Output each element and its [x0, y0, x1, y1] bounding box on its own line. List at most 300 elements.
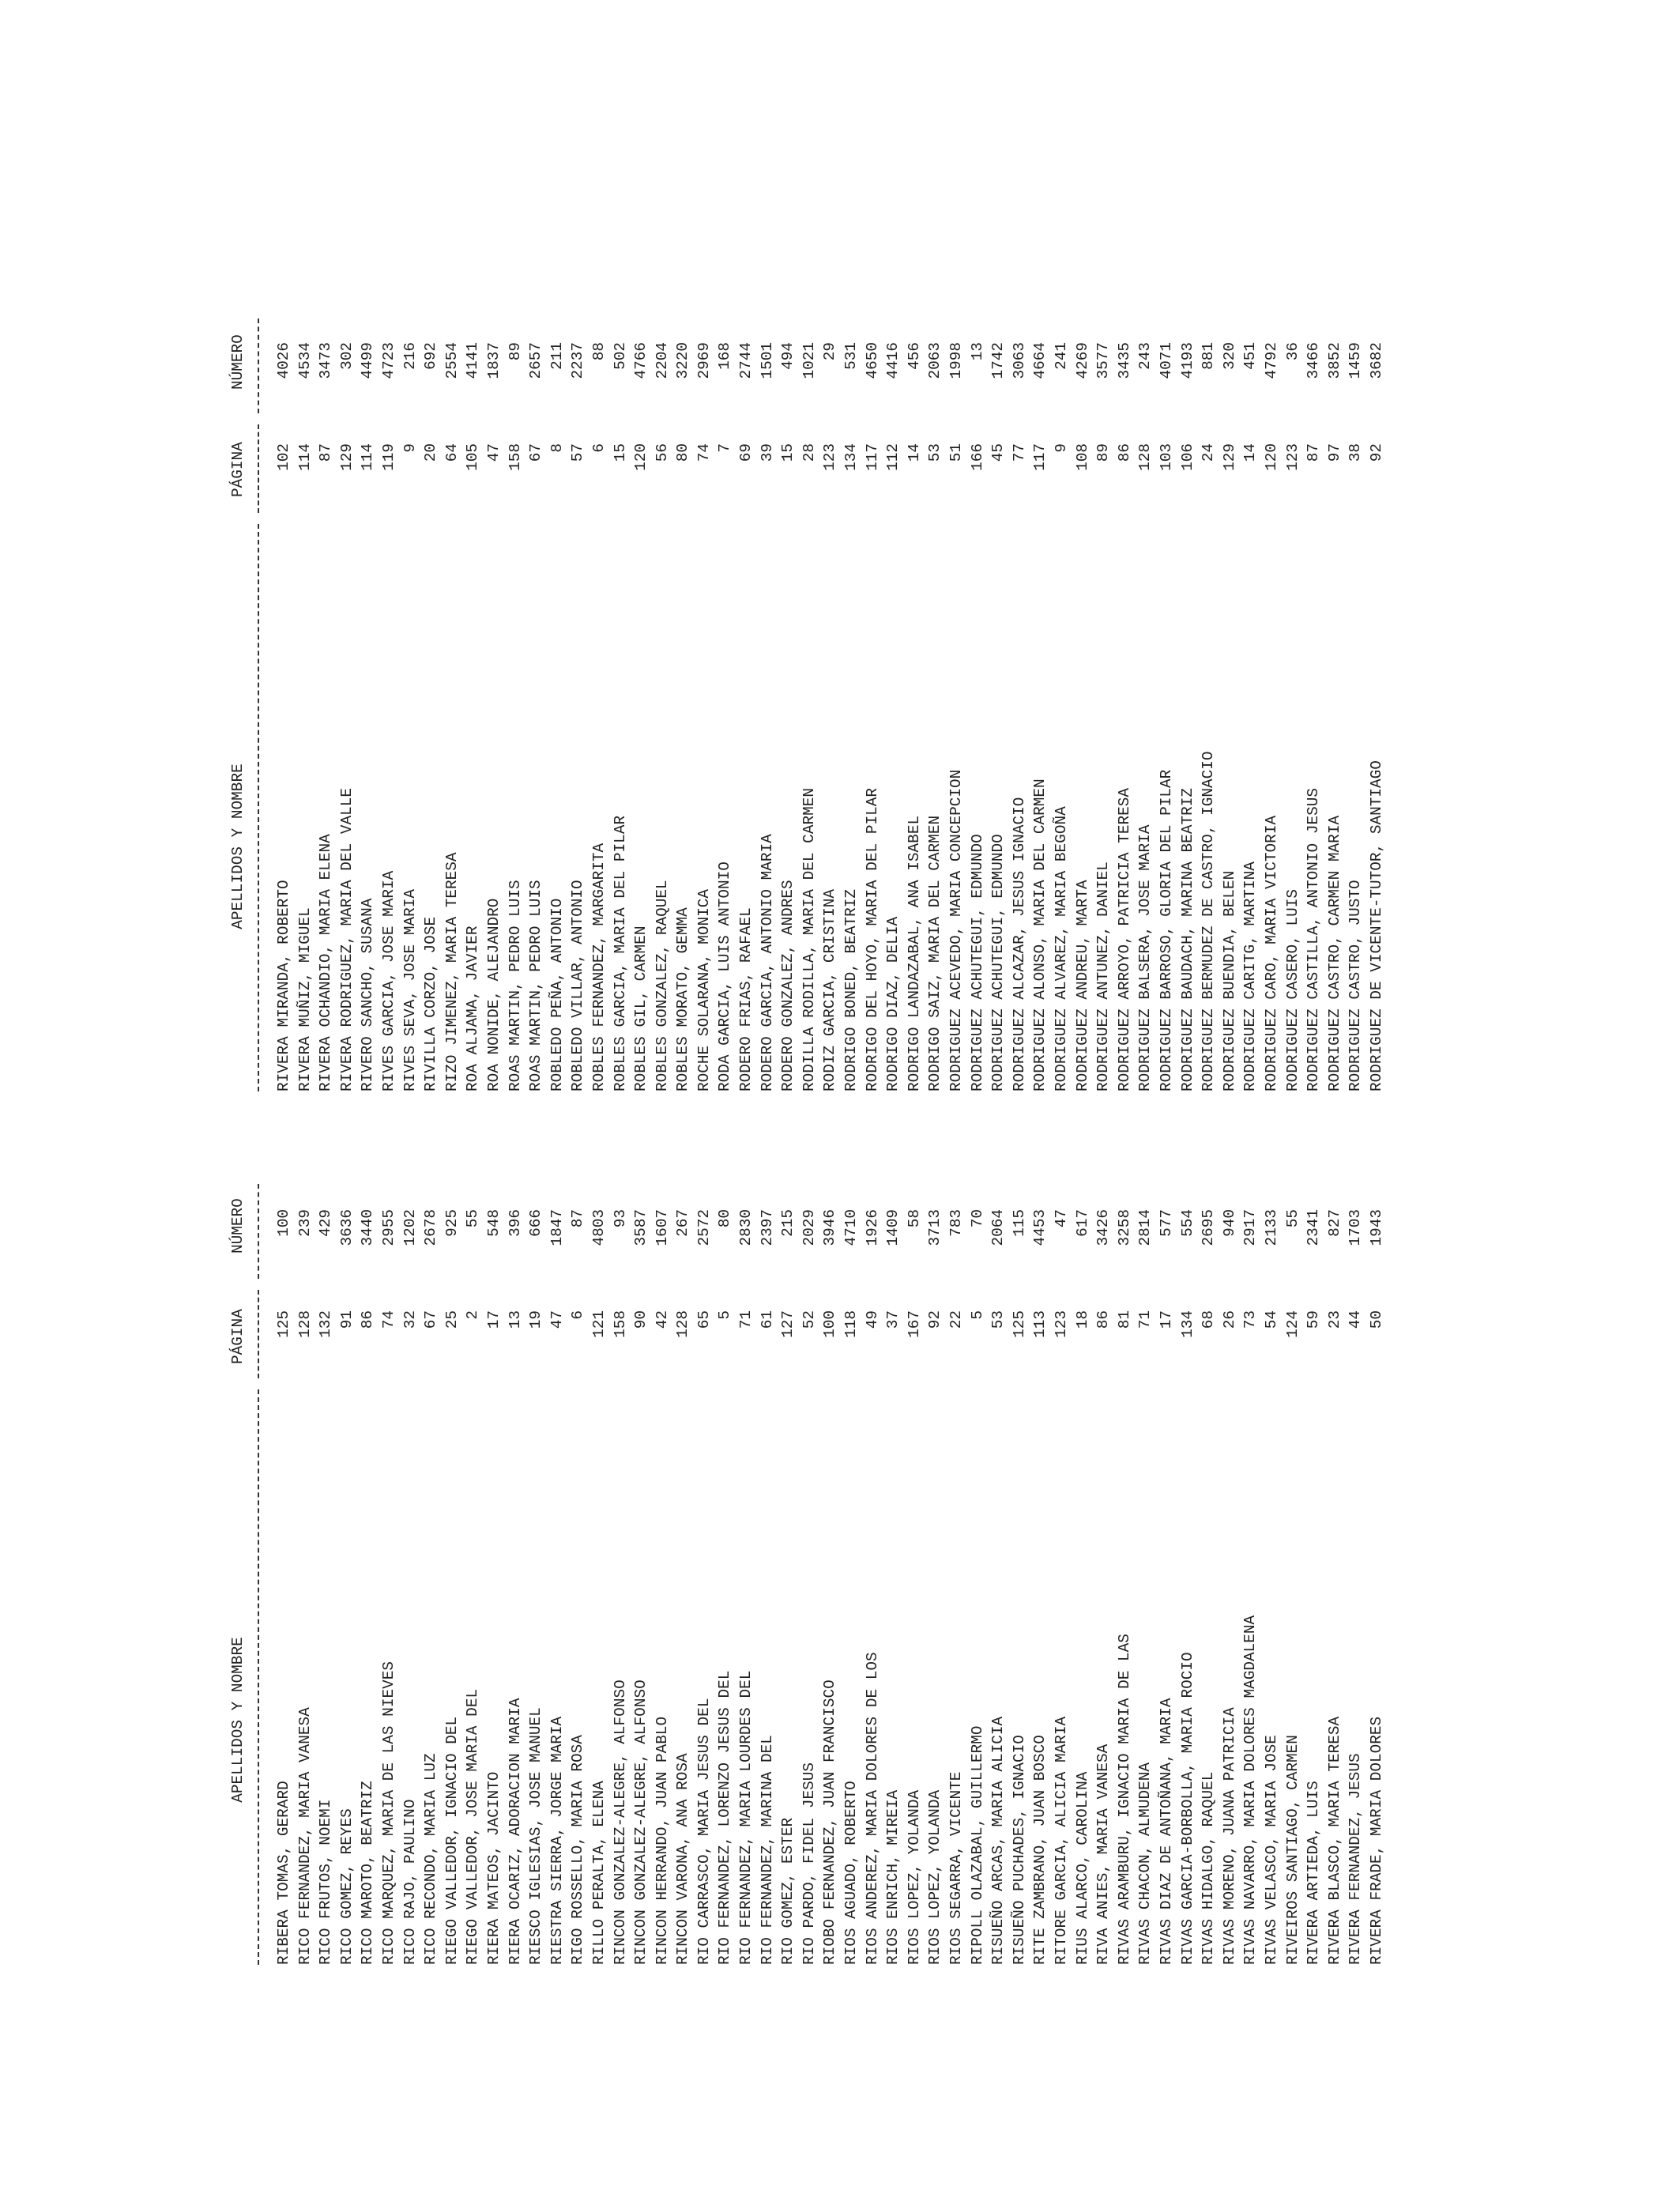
entry-number: 3636 — [337, 1209, 356, 1246]
entry-page: 129 — [1220, 443, 1238, 471]
entry-name: RODRIGUEZ CARO, MARIA VICTORIA — [1262, 815, 1280, 1091]
entry-number: 115 — [1010, 1209, 1028, 1237]
entry-name: RIUS ALARCO, CAROLINA — [1073, 1771, 1091, 1965]
entry-number: 2064 — [989, 1209, 1008, 1246]
entry-number: 881 — [1200, 342, 1218, 370]
entry-page: 117 — [863, 443, 881, 471]
entry-number: 456 — [905, 342, 923, 370]
entry-number: 3682 — [1367, 342, 1385, 379]
entry-page: 134 — [842, 443, 861, 471]
entry-number: 1837 — [484, 342, 503, 379]
entry-name: RICO RAJO, PAULINO — [401, 1799, 419, 1965]
entry-number: 1607 — [653, 1209, 671, 1246]
entry-number: 692 — [422, 342, 440, 370]
entry-number: 87 — [569, 1209, 587, 1228]
entry-name: RILLO PERALTA, ELENA — [590, 1781, 608, 1965]
entry-name: ROA NONIDE, ALEJANDRO — [484, 898, 503, 1091]
entry-page: 14 — [905, 443, 923, 462]
entry-page: 5 — [968, 1310, 986, 1320]
entry-page: 91 — [337, 1310, 356, 1329]
entry-number: 241 — [1052, 342, 1070, 370]
entry-number: 3466 — [1305, 342, 1323, 379]
entry-name: RIVERA MUÑIZ, MIGUEL — [296, 907, 314, 1091]
entry-page: 87 — [1305, 443, 1323, 462]
entry-name: RIO FERNANDEZ, MARINA DEL — [758, 1735, 776, 1965]
entry-number: 783 — [947, 1209, 965, 1237]
entry-number: 4499 — [359, 342, 377, 379]
entry-page: 54 — [1262, 1310, 1280, 1329]
entry-number: 55 — [464, 1209, 482, 1228]
header-number: NÚMERO — [229, 1198, 247, 1253]
entry-number: 267 — [674, 1209, 692, 1237]
entry-page: 117 — [1031, 443, 1049, 471]
entry-name: RICO FRUTOS, NOEMI — [317, 1799, 335, 1965]
entry-name: RODRIGUEZ ACEVEDO, MARIA CONCEPCION — [947, 769, 965, 1091]
entry-number: 925 — [443, 1209, 461, 1237]
entry-number: 2029 — [800, 1209, 818, 1246]
entry-page: 112 — [884, 443, 902, 471]
entry-name: RIVAS NAVARRO, MARIA DOLORES MAGDALENA — [1241, 1615, 1260, 1965]
entry-page: 134 — [1178, 1310, 1196, 1338]
entry-number: 239 — [296, 1209, 314, 1237]
entry-name: RIO FERNANDEZ, MARIA LOURDES DEL — [737, 1670, 755, 1965]
entry-number: 2814 — [1136, 1209, 1155, 1246]
entry-page: 120 — [1262, 443, 1280, 471]
entry-page: 118 — [842, 1310, 861, 1338]
header-rule-number — [258, 319, 259, 413]
entry-page: 38 — [1347, 443, 1365, 462]
entry-page: 86 — [1115, 443, 1133, 462]
entry-name: ROAS MARTIN, PEDRO LUIS — [506, 880, 524, 1091]
entry-name: RIBERA TOMAS, GERARD — [275, 1781, 292, 1965]
entry-name: RODRIGUEZ BAUDACH, MARINA BEATRIZ — [1178, 788, 1196, 1091]
entry-page: 121 — [590, 1310, 608, 1338]
entry-name: RODIZ GARCIA, CRISTINA — [821, 889, 839, 1091]
entry-name: RODRIGUEZ DE VICENTE-TUTOR, SANTIAGO — [1367, 760, 1385, 1091]
entry-page: 15 — [611, 443, 629, 462]
entry-number: 211 — [548, 342, 566, 370]
entry-page: 9 — [401, 443, 419, 453]
entry-name: RIEGO VALLEDOR, JOSE MARIA DEL — [464, 1688, 482, 1965]
entry-number: 3946 — [821, 1209, 839, 1246]
entry-page: 61 — [758, 1310, 776, 1329]
entry-name: RIEGO VALLEDOR, IGNACIO DEL — [443, 1716, 461, 1965]
entry-page: 77 — [1010, 443, 1028, 462]
entry-page: 86 — [1094, 1310, 1113, 1329]
entry-number: 3220 — [674, 342, 692, 379]
entry-name: RICO MAROTO, BEATRIZ — [359, 1781, 377, 1965]
entry-number: 4026 — [275, 342, 292, 379]
entry-page: 114 — [296, 443, 314, 471]
entry-number: 2397 — [758, 1209, 776, 1246]
entry-number: 2063 — [926, 342, 944, 379]
entry-page: 127 — [779, 1310, 797, 1338]
entry-page: 119 — [379, 443, 397, 471]
entry-name: RICO RECONDO, MARIA LUZ — [422, 1753, 440, 1965]
entry-name: RODRIGUEZ BARROSO, GLORIA DEL PILAR — [1157, 769, 1175, 1091]
entry-page: 80 — [674, 443, 692, 462]
header-rule-name — [258, 1389, 259, 1965]
entry-name: ROBLES MORATO, GEMMA — [674, 907, 692, 1091]
entry-number: 4803 — [590, 1209, 608, 1246]
entry-number: 1459 — [1347, 342, 1365, 379]
entry-page: 26 — [1220, 1310, 1238, 1329]
entry-page: 158 — [611, 1310, 629, 1338]
entry-number: 3440 — [359, 1209, 377, 1246]
entry-page: 123 — [1052, 1310, 1070, 1338]
entry-page: 67 — [422, 1310, 440, 1329]
entry-page: 6 — [590, 443, 608, 453]
entry-page: 8 — [548, 443, 566, 453]
entry-page: 47 — [548, 1310, 566, 1329]
entry-page: 132 — [317, 1310, 335, 1338]
entry-number: 4792 — [1262, 342, 1280, 379]
entry-name: RIOS ENRICH, MIREIA — [884, 1789, 902, 1965]
entry-number: 3587 — [632, 1209, 650, 1246]
entry-page: 123 — [1283, 443, 1301, 471]
header-name: APELLIDOS Y NOMBRE — [229, 1637, 247, 1803]
entry-name: RIVERA BLASCO, MARIA TERESA — [1325, 1716, 1343, 1965]
entry-name: ROBLES GONZALEZ, RAQUEL — [653, 880, 671, 1091]
entry-name: RINCON HERRANDO, JUAN PABLO — [653, 1716, 671, 1965]
entry-name: RODRIGO DIAZ, DELIA — [884, 916, 902, 1091]
entry-page: 39 — [758, 443, 776, 462]
entry-name: ROA ALJAMA, JAVIER — [464, 925, 482, 1091]
entry-name: RIVAS GARCIA-BORBOLLA, MARIA ROCIO — [1178, 1652, 1196, 1965]
entry-number: 55 — [1283, 1209, 1301, 1228]
entry-number: 2830 — [737, 1209, 755, 1246]
entry-number: 3435 — [1115, 342, 1133, 379]
entry-page: 56 — [653, 443, 671, 462]
entry-name: RITORE GARCIA, ALICIA MARIA — [1052, 1716, 1070, 1965]
entry-page: 102 — [275, 443, 292, 471]
entry-page: 47 — [484, 443, 503, 462]
entry-name: RODRIGUEZ ALVAREZ, MARIA BEGOÑA — [1052, 806, 1070, 1091]
entry-number: 396 — [506, 1209, 524, 1237]
entry-page: 42 — [653, 1310, 671, 1329]
entry-name: RIVAS DIAZ DE ANTOÑANA, MARIA — [1157, 1698, 1175, 1965]
entry-page: 28 — [800, 443, 818, 462]
entry-page: 68 — [1200, 1310, 1218, 1329]
entry-page: 92 — [1367, 443, 1385, 462]
entry-page: 128 — [296, 1310, 314, 1338]
entry-page: 24 — [1200, 443, 1218, 462]
entry-page: 20 — [422, 443, 440, 462]
header-number: NÚMERO — [229, 334, 247, 390]
entry-name: RODRIGUEZ CARITG, MARTINA — [1241, 861, 1260, 1091]
entry-name: RIVERO SANCHO, SUSANA — [359, 898, 377, 1091]
header-rule-page — [258, 1290, 259, 1378]
entry-page: 74 — [379, 1310, 397, 1329]
entry-number: 302 — [337, 342, 356, 370]
entry-page: 45 — [989, 443, 1008, 462]
entry-number: 1409 — [884, 1209, 902, 1246]
entry-number: 29 — [821, 342, 839, 361]
entry-name: RICO FERNANDEZ, MARIA VANESA — [296, 1707, 314, 1965]
entry-page: 120 — [632, 443, 650, 471]
entry-name: ROBLES GARCIA, MARIA DEL PILAR — [611, 815, 629, 1091]
entry-page: 124 — [1283, 1310, 1301, 1338]
entry-page: 158 — [506, 443, 524, 471]
entry-number: 4766 — [632, 342, 650, 379]
entry-number: 320 — [1220, 342, 1238, 370]
entry-page: 52 — [800, 1310, 818, 1329]
entry-page: 114 — [359, 443, 377, 471]
entry-number: 494 — [779, 342, 797, 370]
entry-name: ROBLES GIL, CARMEN — [632, 925, 650, 1091]
entry-number: 2917 — [1241, 1209, 1260, 1246]
entry-page: 103 — [1157, 443, 1175, 471]
entry-number: 2955 — [379, 1209, 397, 1246]
entry-number: 4723 — [379, 342, 397, 379]
entry-page: 17 — [484, 1310, 503, 1329]
entry-page: 74 — [695, 443, 713, 462]
entry-number: 3426 — [1094, 1209, 1113, 1246]
entry-page: 13 — [506, 1310, 524, 1329]
entry-page: 108 — [1073, 443, 1091, 471]
entry-page: 128 — [674, 1310, 692, 1338]
entry-page: 81 — [1115, 1310, 1133, 1329]
entry-name: RISUEÑO ARCAS, MARIA ALICIA — [989, 1716, 1008, 1965]
entry-page: 167 — [905, 1310, 923, 1338]
entry-name: RODRIGO SAIZ, MARIA DEL CARMEN — [926, 815, 944, 1091]
entry-page: 22 — [947, 1310, 965, 1329]
entry-number: 548 — [484, 1209, 503, 1237]
header-rule-name — [258, 524, 259, 1091]
entry-page: 25 — [443, 1310, 461, 1329]
entry-name: RODRIGUEZ ANTUNEZ, DANIEL — [1094, 861, 1113, 1091]
entry-name: ROBLEDO VILLAR, ANTONIO — [569, 880, 587, 1091]
entry-page: 106 — [1178, 443, 1196, 471]
entry-number: 451 — [1241, 342, 1260, 370]
entry-page: 59 — [1305, 1310, 1323, 1329]
entry-number: 168 — [716, 342, 734, 370]
entry-number: 1202 — [401, 1209, 419, 1246]
entry-number: 1926 — [863, 1209, 881, 1246]
entry-name: RIO FERNANDEZ, LORENZO JESUS DEL — [716, 1670, 734, 1965]
entry-number: 1501 — [758, 342, 776, 379]
entry-page: 49 — [863, 1310, 881, 1329]
entry-name: RODERO GARCIA, ANTONIO MARIA — [758, 834, 776, 1091]
entry-name: RIO GOMEZ, ESTER — [779, 1817, 797, 1965]
entry-name: RIO PARDO, FIDEL JESUS — [800, 1762, 818, 1965]
entry-page: 44 — [1347, 1310, 1365, 1329]
entry-name: RODERO FRIAS, RAFAEL — [737, 907, 755, 1091]
entry-page: 128 — [1136, 443, 1155, 471]
entry-number: 36 — [1283, 342, 1301, 361]
entry-number: 2133 — [1262, 1209, 1280, 1246]
entry-number: 2341 — [1305, 1209, 1323, 1246]
entry-page: 2 — [464, 1310, 482, 1320]
entry-number: 100 — [275, 1209, 292, 1237]
entry-page: 53 — [989, 1310, 1008, 1329]
entry-name: RITE ZAMBRANO, JUAN BOSCO — [1031, 1735, 1049, 1965]
entry-name: RICO MARQUEZ, MARIA DE LAS NIEVES — [379, 1661, 397, 1965]
entry-number: 1943 — [1367, 1209, 1385, 1246]
entry-page: 129 — [337, 443, 356, 471]
entry-number: 1021 — [800, 342, 818, 379]
entry-number: 4664 — [1031, 342, 1049, 379]
entry-number: 554 — [1178, 1209, 1196, 1237]
entry-name: RIVERA ARTIEDA, LUIS — [1305, 1781, 1323, 1965]
entry-name: RIVAS CHACON, ALMUDENA — [1136, 1762, 1155, 1965]
entry-number: 3258 — [1115, 1209, 1133, 1246]
entry-number: 13 — [968, 342, 986, 361]
entry-page: 6 — [569, 1310, 587, 1320]
entry-number: 3577 — [1094, 342, 1113, 379]
entry-page: 71 — [1136, 1310, 1155, 1329]
entry-name: RIVERA RODRIGUEZ, MARIA DEL VALLE — [337, 788, 356, 1091]
entry-name: RIOS SEGARRA, VICENTE — [947, 1771, 965, 1965]
entry-name: RIVERA FRADE, MARIA DOLORES — [1367, 1716, 1385, 1965]
entry-name: RIVAS HIDALGO, RAQUEL — [1200, 1771, 1218, 1965]
entry-number: 940 — [1220, 1209, 1238, 1237]
entry-number: 4269 — [1073, 342, 1091, 379]
entry-name: ROCHE SOLARANA, MONICA — [695, 889, 713, 1091]
entry-name: RODRIGO LANDAZABAL, ANA ISABEL — [905, 815, 923, 1091]
entry-number: 216 — [401, 342, 419, 370]
entry-number: 2554 — [443, 342, 461, 379]
entry-number: 4534 — [296, 342, 314, 379]
entry-number: 2969 — [695, 342, 713, 379]
entry-number: 429 — [317, 1209, 335, 1237]
entry-page: 17 — [1157, 1310, 1175, 1329]
entry-number: 2657 — [527, 342, 545, 379]
entry-page: 51 — [947, 443, 965, 462]
entry-name: RODRIGUEZ CASTRO, CARMEN MARIA — [1325, 815, 1343, 1091]
entry-name: RIZO JIMENEZ, MARIA TERESA — [443, 852, 461, 1091]
entry-name: RODRIGUEZ BUENDIA, BELEN — [1220, 870, 1238, 1091]
entry-number: 4141 — [464, 342, 482, 379]
entry-page: 9 — [1052, 443, 1070, 453]
entry-number: 4650 — [863, 342, 881, 379]
entry-page: 18 — [1073, 1310, 1091, 1329]
entry-page: 32 — [401, 1310, 419, 1329]
entry-number: 2237 — [569, 342, 587, 379]
entry-number: 577 — [1157, 1209, 1175, 1237]
entry-number: 617 — [1073, 1209, 1091, 1237]
entry-number: 4710 — [842, 1209, 861, 1246]
header-name: APELLIDOS Y NOMBRE — [229, 763, 247, 929]
entry-number: 1742 — [989, 342, 1008, 379]
entry-page: 37 — [884, 1310, 902, 1329]
entry-name: RODERO GONZALEZ, ANDRES — [779, 880, 797, 1091]
entry-number: 4193 — [1178, 342, 1196, 379]
entry-name: RIVERA MIRANDA, ROBERTO — [275, 880, 292, 1091]
entry-name: RIVAS VELASCO, MARIA JOSE — [1262, 1735, 1280, 1965]
entry-number: 3063 — [1010, 342, 1028, 379]
entry-name: RIOS LOPEZ, YOLANDA — [905, 1789, 923, 1965]
entry-page: 57 — [569, 443, 587, 462]
entry-name: RODRIGUEZ CASTRO, JUSTO — [1347, 880, 1365, 1091]
entry-name: RIVEIROS SANTIAGO, CARMEN — [1283, 1735, 1301, 1965]
header-page: PÁGINA — [229, 442, 247, 497]
entry-page: 166 — [968, 443, 986, 471]
entry-name: RIPOLL OLAZABAL, GUILLERMO — [968, 1725, 986, 1965]
entry-number: 70 — [968, 1209, 986, 1228]
entry-page: 7 — [716, 443, 734, 453]
entry-number: 88 — [590, 342, 608, 361]
entry-name: RIOBO FERNANDEZ, JUAN FRANCISCO — [821, 1679, 839, 1965]
entry-name: RIERA MATEOS, JACINTO — [484, 1771, 503, 1965]
entry-number: 89 — [506, 342, 524, 361]
entry-number: 80 — [716, 1209, 734, 1228]
entry-page: 23 — [1325, 1310, 1343, 1329]
entry-name: RIVERA FERNANDEZ, JESUS — [1347, 1753, 1365, 1965]
entry-page: 69 — [737, 443, 755, 462]
entry-name: RIOS AGUADO, ROBERTO — [842, 1781, 861, 1965]
entry-page: 89 — [1094, 443, 1113, 462]
entry-name: RIO CARRASCO, MARIA JESUS DEL — [695, 1698, 713, 1965]
entry-page: 92 — [926, 1310, 944, 1329]
entry-page: 100 — [821, 1310, 839, 1338]
entry-page: 50 — [1367, 1310, 1385, 1329]
entry-name: RODRIGUEZ BERMUDEZ DE CASTRO, IGNACIO — [1200, 751, 1218, 1091]
entry-number: 2572 — [695, 1209, 713, 1246]
entry-name: RIVILLA CORZO, JOSE — [422, 916, 440, 1091]
entry-number: 2678 — [422, 1209, 440, 1246]
entry-name: RODA GARCIA, LUIS ANTONIO — [716, 861, 734, 1091]
entry-page: 67 — [527, 443, 545, 462]
entry-number: 1847 — [548, 1209, 566, 1246]
entry-page: 15 — [779, 443, 797, 462]
entry-name: RODRIGUEZ ANDREU, MARTA — [1073, 880, 1091, 1091]
entry-name: RODILLA RODILLA, MARIA DEL CARMEN — [800, 788, 818, 1091]
entry-number: 2695 — [1200, 1209, 1218, 1246]
entry-name: RIVES GARCIA, JOSE MARIA — [379, 870, 397, 1091]
entry-name: RIOS ANDEREZ, MARIA DOLORES DE LOS — [863, 1652, 881, 1965]
entry-page: 113 — [1031, 1310, 1049, 1338]
entry-name: RODRIGUEZ ALONSO, MARIA DEL CARMEN — [1031, 778, 1049, 1091]
entry-number: 3713 — [926, 1209, 944, 1246]
entry-number: 93 — [611, 1209, 629, 1228]
entry-page: 86 — [359, 1310, 377, 1329]
entry-number: 1998 — [947, 342, 965, 379]
entry-page: 19 — [527, 1310, 545, 1329]
entry-number: 666 — [527, 1209, 545, 1237]
entry-number: 502 — [611, 342, 629, 370]
entry-number: 3473 — [317, 342, 335, 379]
entry-page: 73 — [1241, 1310, 1260, 1329]
entry-name: RIERA OCARIZ, ADORACION MARIA — [506, 1698, 524, 1965]
entry-page: 71 — [737, 1310, 755, 1329]
entry-number: 1703 — [1347, 1209, 1365, 1246]
entry-page: 5 — [716, 1310, 734, 1320]
entry-page: 125 — [1010, 1310, 1028, 1338]
entry-number: 4416 — [884, 342, 902, 379]
entry-number: 215 — [779, 1209, 797, 1237]
header-rule-number — [258, 1184, 259, 1279]
entry-name: RIVAS MORENO, JUANA PATRICIA — [1220, 1707, 1238, 1965]
entry-page: 64 — [443, 443, 461, 462]
entry-name: RODRIGUEZ ACHUTEGUI, EDMUNDO — [968, 834, 986, 1091]
entry-name: RIVAS ARAMBURU, IGNACIO MARIA DE LAS — [1115, 1634, 1133, 1965]
entry-name: RICO GOMEZ, REYES — [337, 1808, 356, 1965]
entry-page: 105 — [464, 443, 482, 471]
entry-page: 14 — [1241, 443, 1260, 462]
entry-page: 65 — [695, 1310, 713, 1329]
entry-name: RODRIGUEZ ACHUTEGUI, EDMUNDO — [989, 834, 1008, 1091]
entry-name: RIVERA OCHANDIO, MARIA ELENA — [317, 834, 335, 1091]
entry-name: RODRIGUEZ ARROYO, PATRICIA TERESA — [1115, 788, 1133, 1091]
entry-name: RIVES SEVA, JOSE MARIA — [401, 889, 419, 1091]
entry-name: RIOS LOPEZ, YOLANDA — [926, 1789, 944, 1965]
entry-number: 4453 — [1031, 1209, 1049, 1246]
entry-number: 2204 — [653, 342, 671, 379]
entry-name: RIGO ROSSELLO, MARIA ROSA — [569, 1735, 587, 1965]
entry-page: 123 — [821, 443, 839, 471]
entry-name: RINCON GONZALEZ-ALEGRE, ALFONSO — [632, 1679, 650, 1965]
